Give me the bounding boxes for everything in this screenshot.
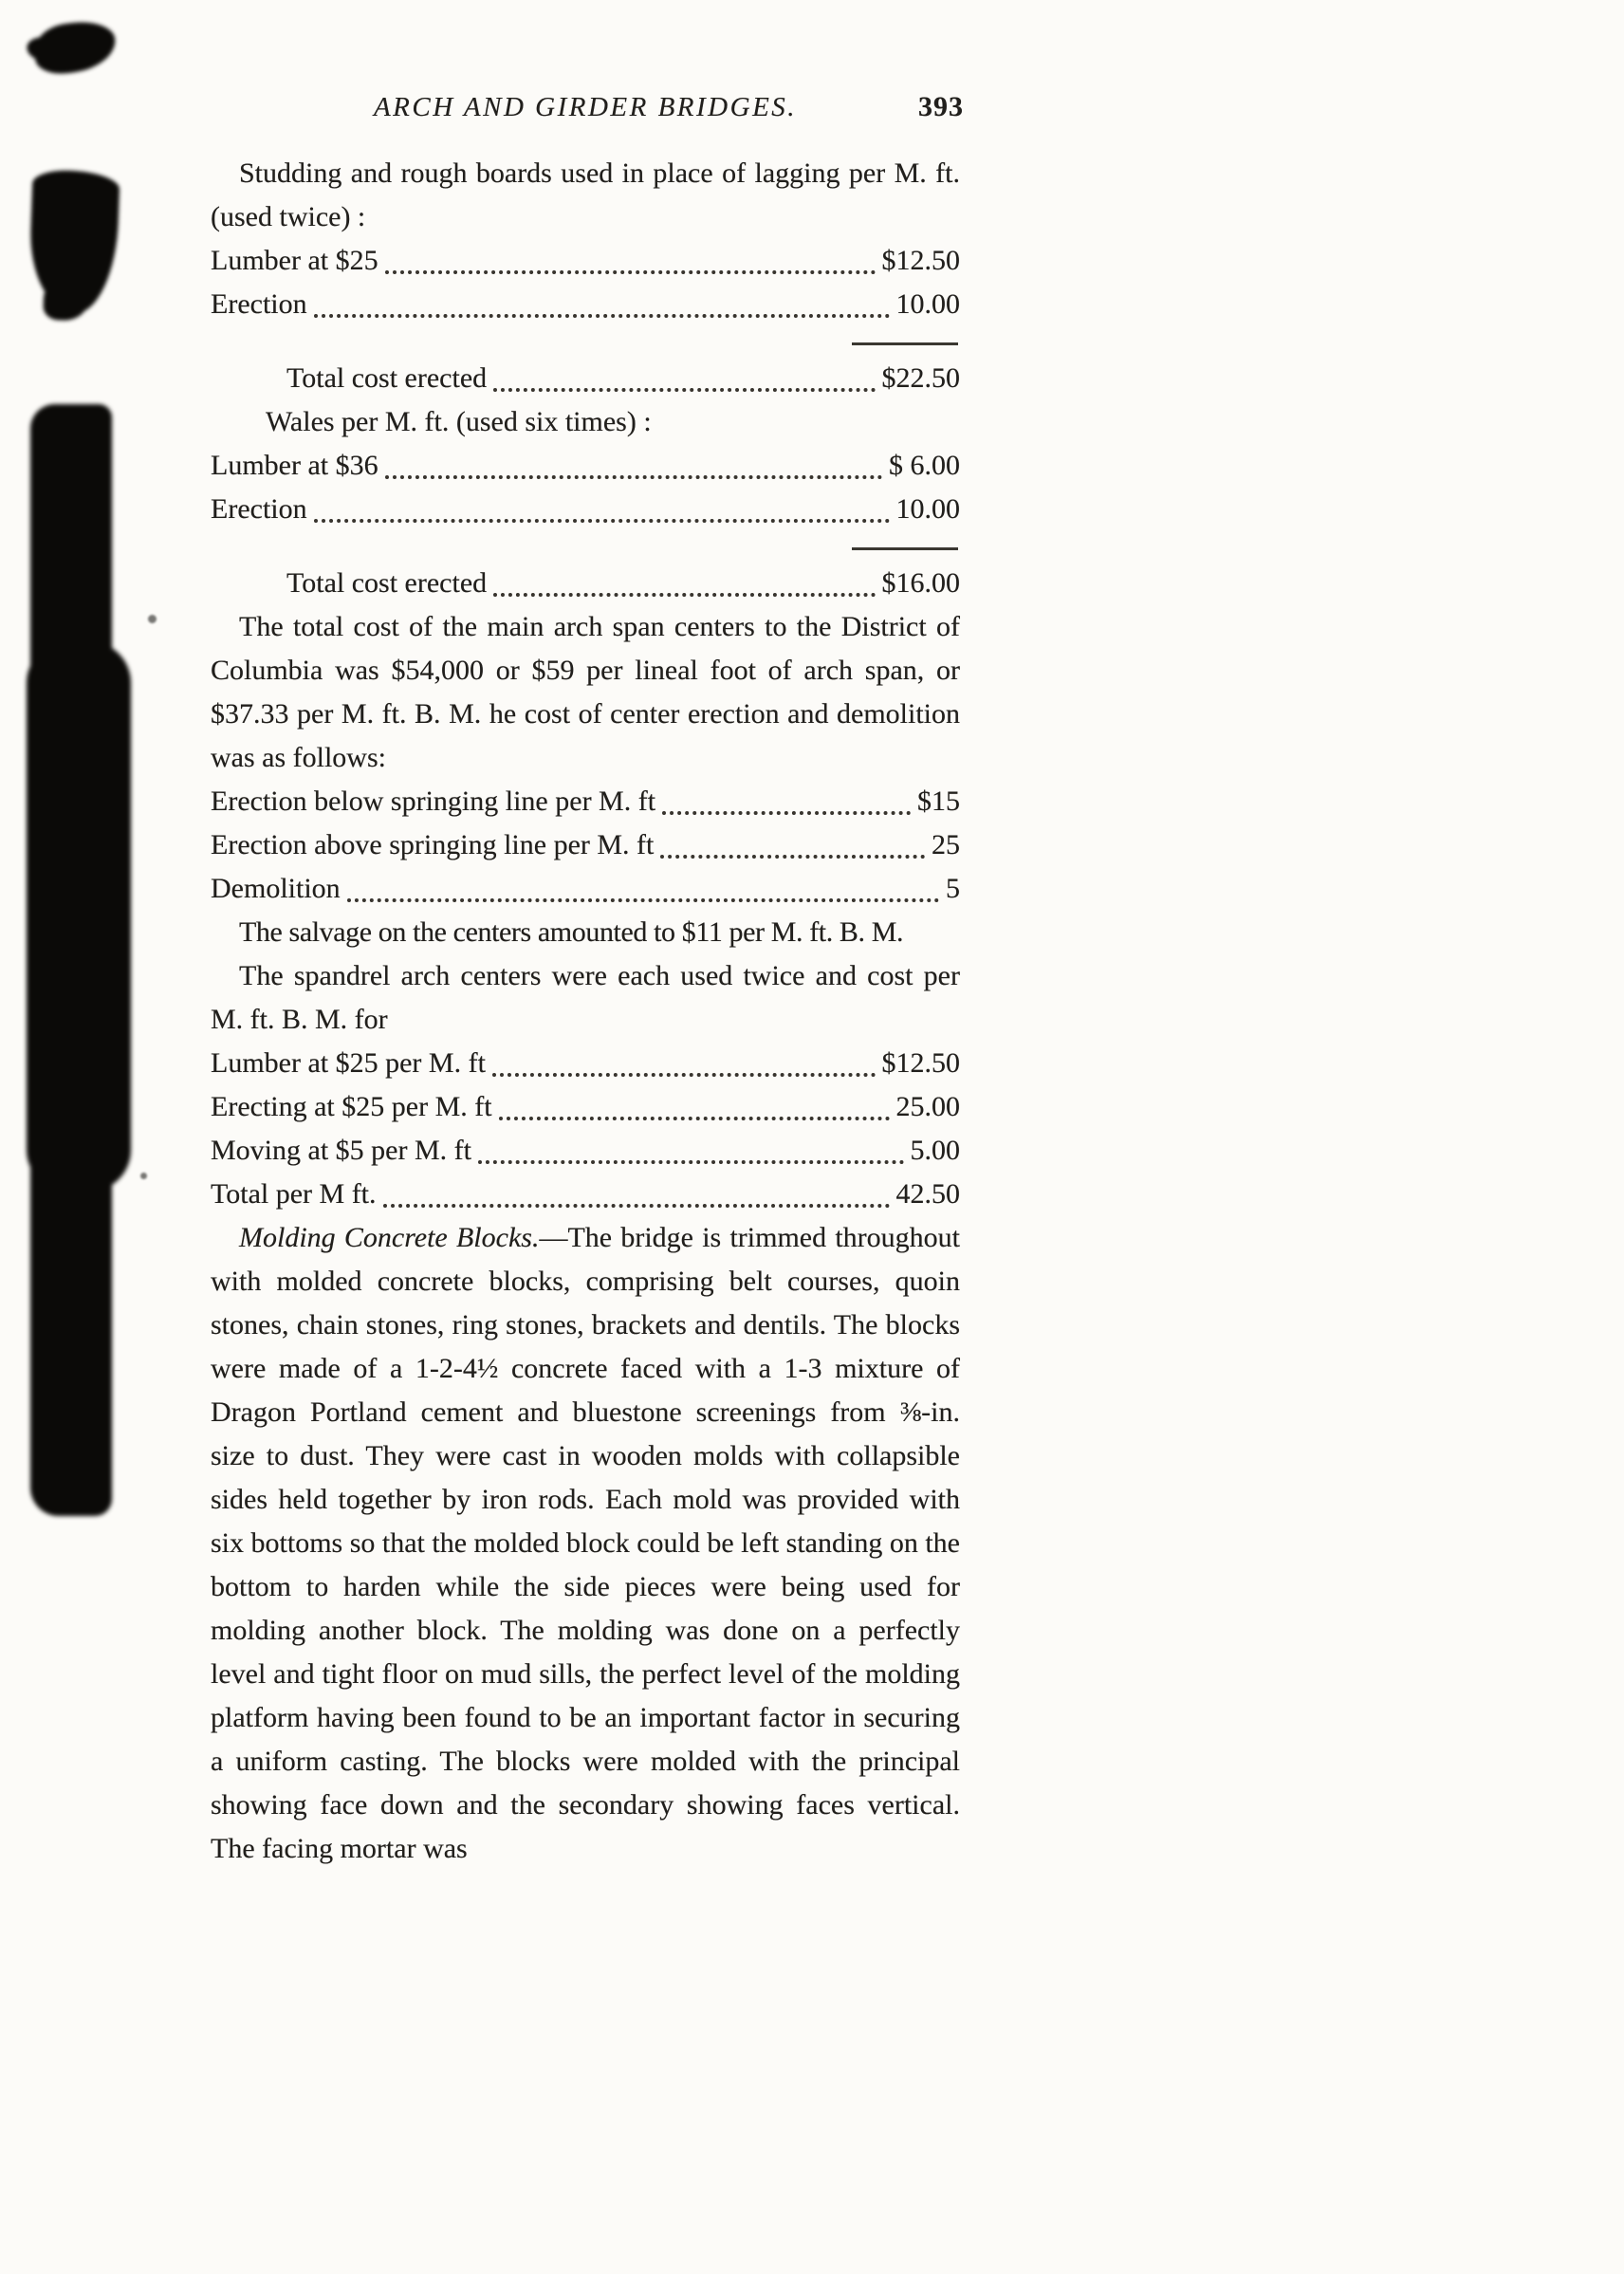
cost-line-lumber-36	[211, 444, 960, 488]
dot-leader	[380, 1173, 893, 1216]
cost-value: 10.00	[895, 288, 960, 320]
cost-line-erecting-spandrel	[211, 1085, 960, 1129]
cost-value: $16.00	[881, 567, 960, 599]
ink-smudge-upper	[28, 169, 120, 314]
dot-leader	[496, 1085, 893, 1129]
wales-heading: Wales per M. ft. (used six times) :	[266, 406, 652, 437]
cost-line-erection	[211, 488, 960, 531]
cost-label: Erection	[211, 288, 307, 320]
cost-label: Demolition	[211, 873, 341, 904]
cost-label: Total per M ft.	[211, 1178, 377, 1210]
cost-label: Erecting at $25 per M. ft	[211, 1091, 492, 1122]
ink-speck	[148, 615, 157, 623]
cost-label: Total cost erected	[286, 567, 488, 599]
cost-label: Erection above springing line per M. ft	[211, 829, 655, 860]
paragraph-studding-intro: Studding and rough boards used in place of lagging per M. ft. (used twice) :	[211, 157, 960, 232]
cost-value: $12.50	[881, 1047, 960, 1079]
cost-value: 5.00	[910, 1135, 960, 1166]
cost-line-lumber-25	[211, 239, 960, 283]
cost-label: Lumber at $36	[211, 450, 378, 481]
dot-leader	[475, 1129, 907, 1173]
paragraph-molding-blocks	[211, 1216, 960, 1871]
paragraph-body: —The bridge is trimmed throughout with molded concrete blocks, comprising belt courses, quoin stones, chain stones, ring stones, brackets and dentils. The blocks were made of a 1-2-4½ concrete faced with a 1-3 mixture of Dragon Portland cement and bluestone screenings from ⅜-in. size to dust. They were cast in wooden molds with collapsible sides held together by iron rods. Each mold was provided with six bottoms so that the molded block could be left standing on the bottom to harden while the side pieces were being used for molding another block. The molding was done on a perfectly level and tight floor on mud sills, the perfect level of the molding platform having been found to be an important factor in securing a uniform casting. The blocks were molded with the principal showing face down and the secondary showing faces vertical. The facing mortar was	[211, 1222, 960, 1864]
dot-leader	[382, 444, 885, 488]
page-content	[211, 85, 964, 1871]
sum-rule	[852, 547, 958, 550]
cost-line-total-studding	[211, 357, 960, 400]
cost-line-erection-below	[211, 780, 960, 823]
cost-value: 25	[932, 829, 960, 860]
cost-label: Moving at $5 per M. ft	[211, 1135, 471, 1166]
cost-label: Erection below springing line per M. ft	[211, 786, 656, 817]
cost-value: 42.50	[895, 1178, 960, 1210]
cost-value: $ 6.00	[889, 450, 960, 481]
cost-value: 5	[946, 873, 960, 904]
cost-line-total-wales	[211, 562, 960, 605]
paragraph-lead: Molding Concrete Blocks.	[239, 1222, 540, 1253]
dot-leader	[382, 239, 878, 283]
cost-label: Lumber at $25 per M. ft	[211, 1047, 486, 1079]
cost-line-erection-above	[211, 823, 960, 867]
dot-leader	[490, 357, 877, 400]
cost-label: Total cost erected	[286, 362, 488, 394]
cost-line-moving-spandrel	[211, 1129, 960, 1173]
dot-leader	[657, 823, 928, 867]
cost-label: Lumber at $25	[211, 245, 378, 276]
cost-line-erection	[211, 283, 960, 326]
cost-label: Erection	[211, 493, 307, 525]
page-header	[211, 85, 964, 129]
cost-value: 25.00	[895, 1091, 960, 1122]
dot-leader	[490, 562, 877, 605]
dot-leader	[659, 780, 914, 823]
sum-rule	[852, 342, 958, 345]
cost-value: 10.00	[895, 493, 960, 525]
cost-value: $15	[917, 786, 960, 817]
paragraph-spandrel: The spandrel arch centers were each used twice and cost per M. ft. B. M. for	[211, 960, 960, 1035]
cost-value: $22.50	[881, 362, 960, 394]
cost-line-total-spandrel	[211, 1173, 960, 1216]
ink-stripe-left-margin	[30, 404, 112, 1516]
cost-line-demolition	[211, 867, 960, 911]
page-number: 393	[918, 91, 964, 122]
dot-leader	[311, 488, 893, 531]
dot-leader	[489, 1042, 878, 1085]
running-head-title: ARCH AND GIRDER BRIDGES.	[373, 92, 798, 122]
paragraph-salvage: The salvage on the centers amounted to $11 per M. ft. B. M.	[239, 916, 904, 948]
dot-leader	[344, 867, 942, 911]
ink-speck	[140, 1173, 147, 1179]
cost-value: $12.50	[881, 245, 960, 276]
dot-leader	[311, 283, 893, 326]
ink-smudge-top	[31, 18, 119, 77]
paragraph-center-costs: The total cost of the main arch span centers to the District of Columbia was $54,000 or $59 per lineal foot of arch span, or $37.33 per M. ft. B. M. he cost of center erection and demolition was as follows:	[211, 611, 960, 773]
cost-line-lumber-spandrel	[211, 1042, 960, 1085]
